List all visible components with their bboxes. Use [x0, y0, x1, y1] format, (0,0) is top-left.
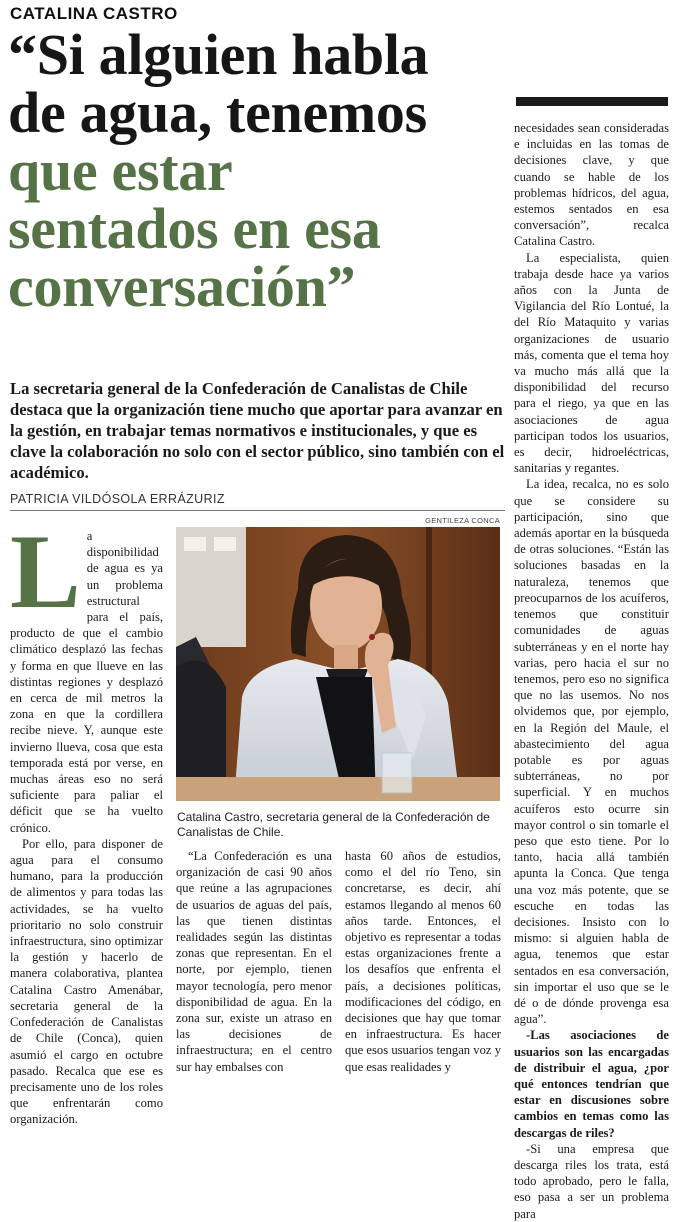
headline-line-4: sentados en esa — [8, 196, 381, 261]
byline: PATRICIA VILDÓSOLA ERRÁZURIZ — [10, 492, 505, 511]
column-top-rule — [516, 97, 668, 106]
headline-line-1: “Si alguien habla — [8, 22, 429, 87]
photo-caption: Catalina Castro, secretaria general de la Confederación de Canalistas de Chile. — [177, 810, 490, 839]
photo-credit: GENTILEZA CONCA — [425, 516, 500, 525]
paragraph: -Si una empresa que descarga riles los trata, está todo aprobado, pero le falla, eso pasa a ser un problema para — [514, 1141, 669, 1221]
interview-question: -Las asociaciones de usuarios son las encargadas de distribuir el agua, ¿por qué entonces tendrían que estar en discusiones sobre cambios en temas como las descargas de riles? — [514, 1028, 669, 1140]
lede: La secretaria general de la Confederación de Canalistas de Chile destaca que la organización tiene mucho que aportar para avanzar en la gestión, en trabajar temas normativos e institucionales, y que es clave la colaboración no solo con el sector público, sino también con el académico. — [10, 379, 505, 482]
body-column-4 — [514, 120, 669, 1222]
body-column-2 — [176, 848, 332, 1075]
headline-line-2: de agua, tenemos — [8, 80, 427, 145]
paragraph: hasta 60 años de estudios, como el del río Teno, sin concretarse, es decir, ahí estamos llegando al menos 60 años tarde. Entonces, el objetivo es representar a todas estas organizaciones frente a los desafíos que enfrenta el país, a decisiones políticas, modificaciones del código, en decisiones que hay que tomar en infraestructura. Es hacer que esos usuarios tengan voz y que esas realidades y — [345, 849, 501, 1074]
headline-line-5: conversación” — [8, 254, 356, 319]
paragraph: Por ello, para disponer de agua para el consumo humano, para la producción de alimentos y para todas las actividades, se ha vuelto prioritario no solo construir infraestructura, sino optimizar la gestión y hacerlo de manera colaborativa, plantea Catalina Castro Amenábar, secretaria general de la Confederación de Canalistas de Chile (Conca), quien asumió el cargo en octubre pasado. Recalca que ese es precisamente uno de los roles que enfrentarán como organización. — [10, 836, 163, 1127]
body-column-1 — [10, 513, 163, 1128]
headline — [8, 22, 513, 319]
paragraph: a disponibilidad de agua es ya un problema estructural para el país, producto de que el cambio climático desplazó las fechas y forma en que llueve en las distintas regiones y desplazó en cerca de mil metros la zona en que la cordillera recibe nieve. Y, aunque este invierno llueva, cosa que esta temporada está por verse, en muchas áreas eso no será suficiente para paliar el déficit que se ha vuelto crónico. — [10, 529, 163, 835]
paragraph: La especialista, quien trabaja desde hace ya varios años con la Junta de Vigilancia del Río Lontué, la del Río Mataquito y varias organizaciones de usuario más, comenta que el tema hoy va mucho más allá que la disponibilidad del recurso para el riego, ya que en las asociaciones de agua participan todos los usuarios, es decir, hidroeléctricas, sanitarias y regantes. — [514, 250, 669, 476]
body-column-3 — [345, 848, 501, 1075]
portrait-photo — [176, 527, 500, 801]
portrait-illustration — [176, 527, 500, 801]
paragraph: La idea, recalca, no es solo que se considere su participación, sino que además aportar en la búsqueda de otras soluciones. “Están las soluciones basadas en la naturaleza, tenemos que preocuparnos de los acuíferos, tenemos que constituir comunidades de aguas subterráneas y en el norte hay varias, pero hacia el sur no tenemos, pero eso no significa que no las usemos. No nos olvidemos que, por ejemplo, en la Región del Maule, el abastecimiento del agua potable es por aguas subterráneas, no por superficial. Y en muchos acuíferos esto ocurre sin mayor control o sin tomarle el peso que esto tiene. Por lo tanto, hacia allá también apunta la Conca. Que tenga una voz más potente, que se escuche en todas las decisiones. Insisto con lo mismo: si alguien habla de agua, tenemos que estar sentados en esa conversación, sin importar el uso que se le dé o de dónde provenga esa agua”. — [514, 477, 669, 1027]
kicker: CATALINA CASTRO — [10, 4, 178, 23]
drop-cap: L — [10, 513, 81, 630]
paragraph: “La Confederación es una organización de casi 90 años que reúne a las agrupaciones de usuarios de aguas del país, las que tienen distintas realidades según las distintas zonas que representan. En el norte, por ejemplo, tienen mayor tecnología, pero menor disponibilidad de agua. En la zona sur, existe un atraso en las decisiones de infraestructura; en el centro sur hay embalses con — [176, 849, 332, 1074]
paragraph: necesidades sean consideradas e incluidas en las tomas de decisiones clave, y que cuando se hable de los problemas hídricos, del agua, estemos sentados en esa conversación”, recalca Catalina Castro. — [514, 121, 669, 249]
headline-line-3: que estar — [8, 138, 233, 203]
